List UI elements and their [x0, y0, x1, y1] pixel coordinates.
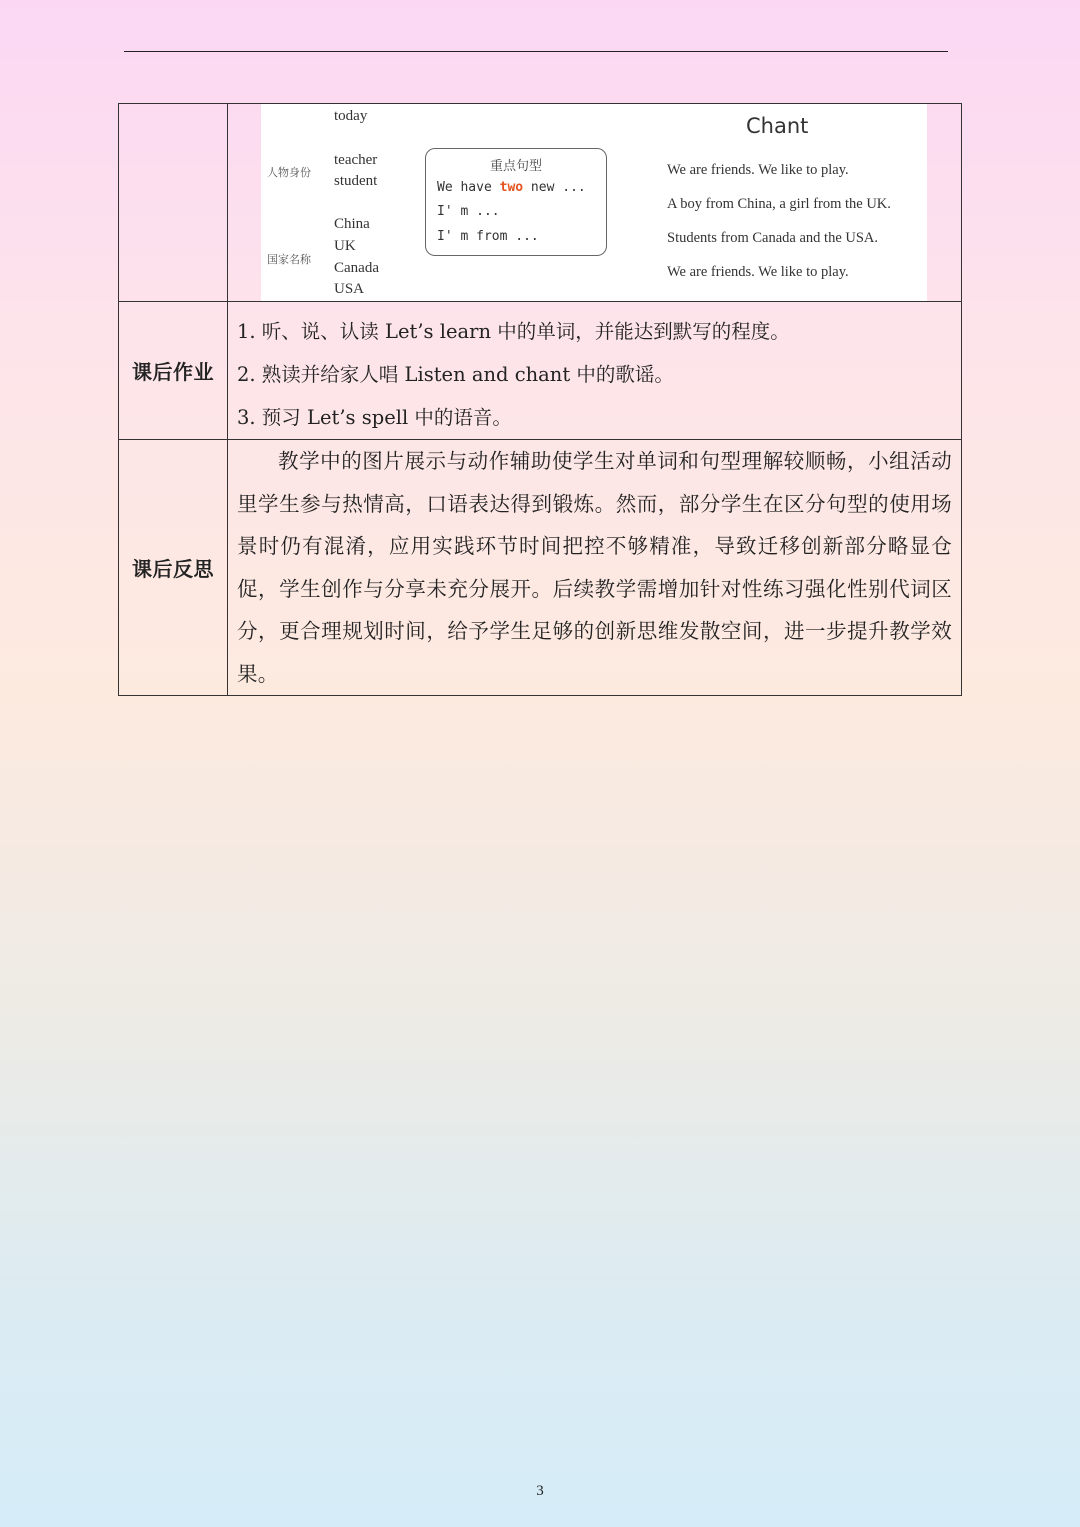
board-row-content-cell [228, 104, 962, 302]
key-pattern-line-3: I' m from ... [437, 229, 539, 244]
reflection-row [119, 440, 962, 696]
word-china: China [334, 216, 370, 232]
word-canada: Canada [334, 260, 379, 276]
key-pattern-line-1-accent: two [499, 180, 524, 195]
homework-row [119, 302, 962, 440]
category-identity-label: 人物身份 [267, 166, 311, 179]
header-rule [124, 51, 948, 52]
board-row-label-cell [119, 104, 228, 302]
board-row [119, 104, 962, 302]
chant-line-1: We are friends. We like to play. [667, 162, 849, 178]
category-countries-label: 国家名称 [267, 253, 311, 266]
key-pattern-line-1 [437, 180, 586, 195]
chant-line-4: We are friends. We like to play. [667, 264, 849, 280]
key-pattern-line-1-suffix: new ... [523, 180, 586, 195]
page-number: 3 [536, 1483, 544, 1499]
homework-label: 课后作业 [119, 302, 228, 440]
reflection-content-cell [228, 440, 962, 696]
homework-content-cell [228, 302, 962, 440]
key-patterns-title: 重点句型 [489, 159, 542, 174]
homework-item: 3. 预习 Let’s spell 中的语音。 [237, 406, 512, 429]
word-usa: USA [334, 281, 365, 297]
homework-item: 1. 听、说、认读 Let’s learn 中的单词，并能达到默写的程度。 [237, 320, 790, 343]
word-student: student [334, 173, 378, 189]
key-pattern-line-2: I' m ... [437, 204, 500, 219]
chant-line-3: Students from Canada and the USA. [667, 230, 879, 246]
chant-line-2: A boy from China, a girl from the UK. [667, 196, 891, 212]
word-today: today [334, 108, 368, 124]
chant-title: Chant [746, 114, 809, 138]
word-uk: UK [334, 238, 356, 254]
homework-item: 2. 熟读并给家人唱 Listen and chant 中的歌谣。 [237, 363, 674, 386]
blackboard-design-image [261, 104, 927, 301]
key-pattern-line-1-prefix: We have [437, 180, 500, 195]
word-teacher: teacher [334, 152, 378, 168]
reflection-label: 课后反思 [119, 440, 228, 696]
reflection-text: 教学中的图片展示与动作辅助使学生对单词和句型理解较顺畅，小组活动里学生参与热情高，口语表达得到锻炼。然而，部分学生在区分句型的使用场景时仍有混淆，应用实践环节时间把控不够精准，导致迁移创新部分略显仓促，学生创作与分享未充分展开。后续教学需增加针对性练习强化性别代词区分，更合理规划时间，给予学生足够的创新思维发散空间，进一步提升教学效果。 [237, 449, 952, 686]
key-patterns-box [425, 148, 607, 256]
homework-list [228, 302, 961, 439]
lesson-plan-table [118, 103, 962, 696]
